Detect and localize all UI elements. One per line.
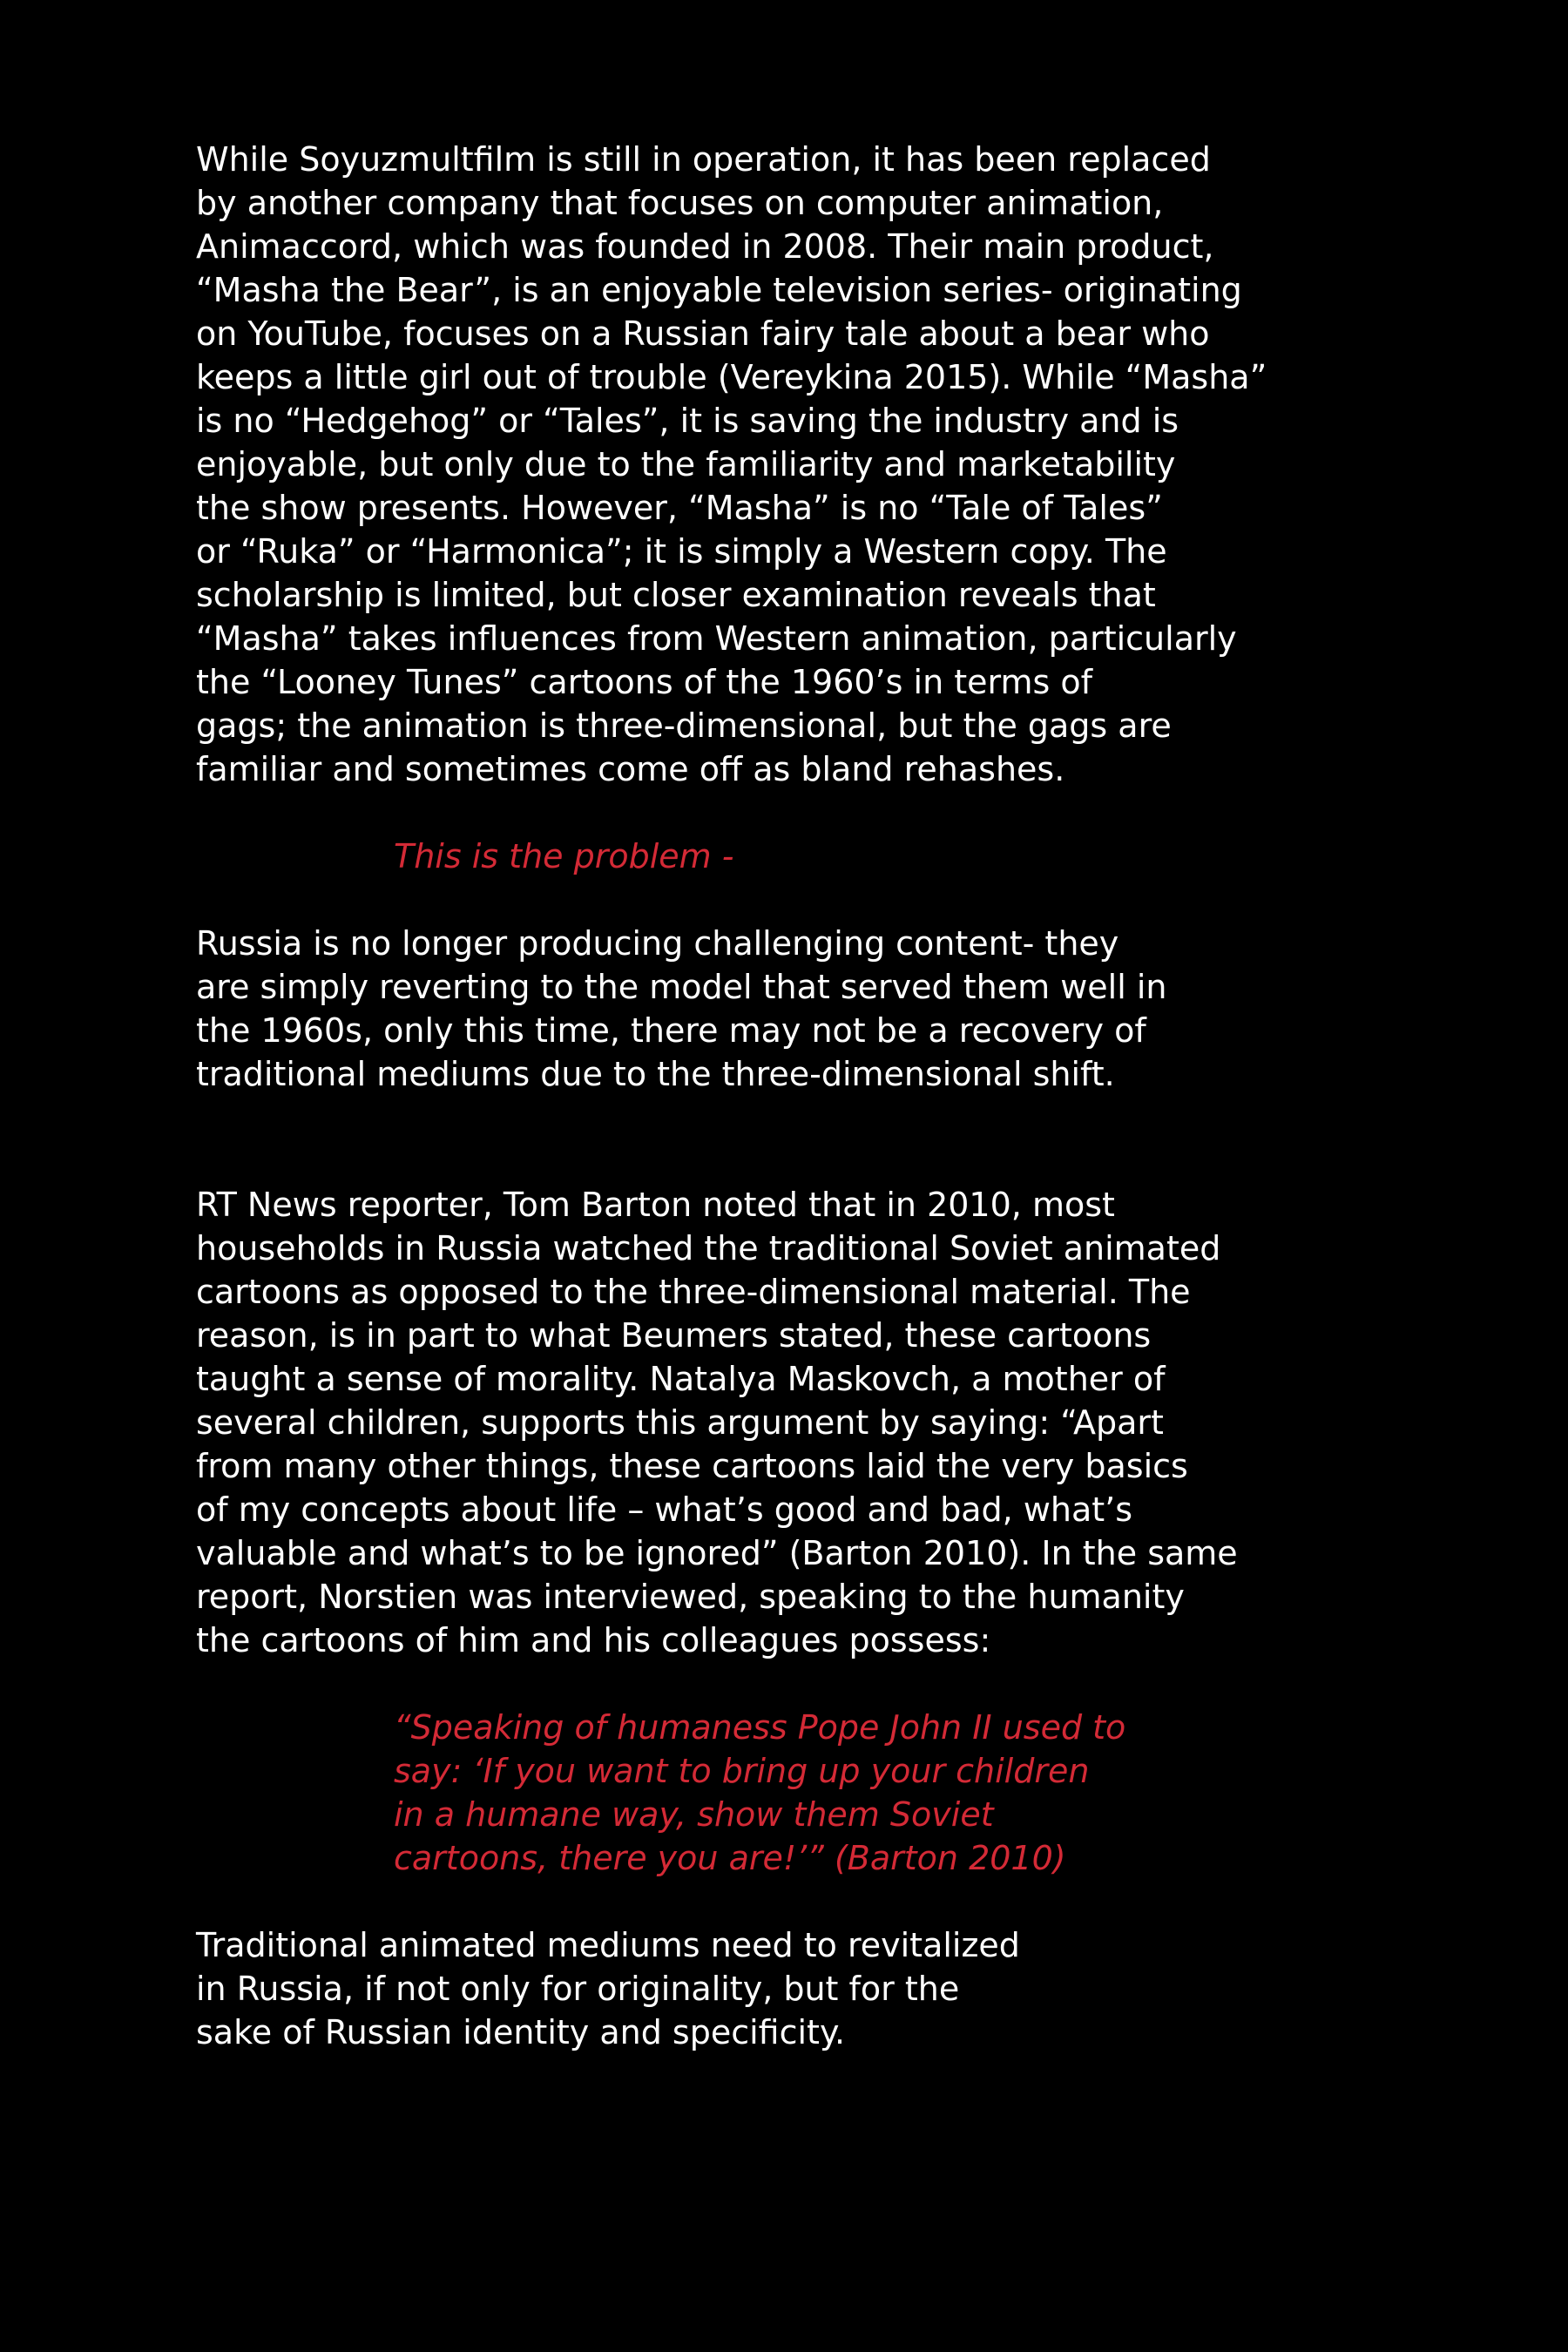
callout-problem: This is the problem -	[394, 837, 734, 875]
paragraph-animaccord-masha: While Soyuzmultfilm is still in operation, it has been replaced by another company that focuses on computer animation, Animaccord, which was founded in 2008. Their main product, “Masha the Bear”, is an enjoyable television series- originating on YouTube, focuses on a Russian fairy tale about a bear who keeps a little girl out of trouble (Vereykina 2015). While “Masha” is no “Hedgehog” or “Tales”, it is saving the industry and is enjoyable, but only due to the familiarity and marketability the show presents. However, “Masha” is no “Tale of Tales” or “Ruka” or “Harmonica”; it is simply a Western copy. The scholarship is limited, but closer examination reveals that “Masha” takes influences from Western animation, particularly the “Looney Tunes” cartoons of the 1960’s in terms of gags; the animation is three-dimensional, but the gags are familiar and sometimes come off as bland rehashes.	[196, 140, 1267, 788]
block-quote-pope-john: “Speaking of humaness Pope John II used to say: ‘If you want to bring up your children in a humane way, show them Soviet cartoons, there you are!’” (Barton 2010)	[394, 1708, 1126, 1877]
paragraph-russia-content: Russia is no longer producing challenging content- they are simply reverting to the model that served them well in the 1960s, only this time, there may not be a recovery of traditional mediums due to the three-dimensional shift.	[196, 924, 1167, 1093]
paragraph-rt-news-report: RT News reporter, Tom Barton noted that in 2010, most households in Russia watched the traditional Soviet animated cartoons as opposed to the three-dimensional material. The reason, is in part to what Beumers stated, these cartoons taught a sense of morality. Natalya Maskovch, a mother of several children, supports this argument by saying: “Apart from many other things, these cartoons laid the very basics of my concepts about life – what’s good and bad, what’s valuable and what’s to be ignored” (Barton 2010). In the same report, Norstien was interviewed, speaking to the humanity the cartoons of him and his colleagues possess:	[196, 1186, 1238, 1659]
paragraph-conclusion: Traditional animated mediums need to revitalized in Russia, if not only for originality, but for the sake of Russian identity and specificity.	[196, 1926, 1020, 2051]
